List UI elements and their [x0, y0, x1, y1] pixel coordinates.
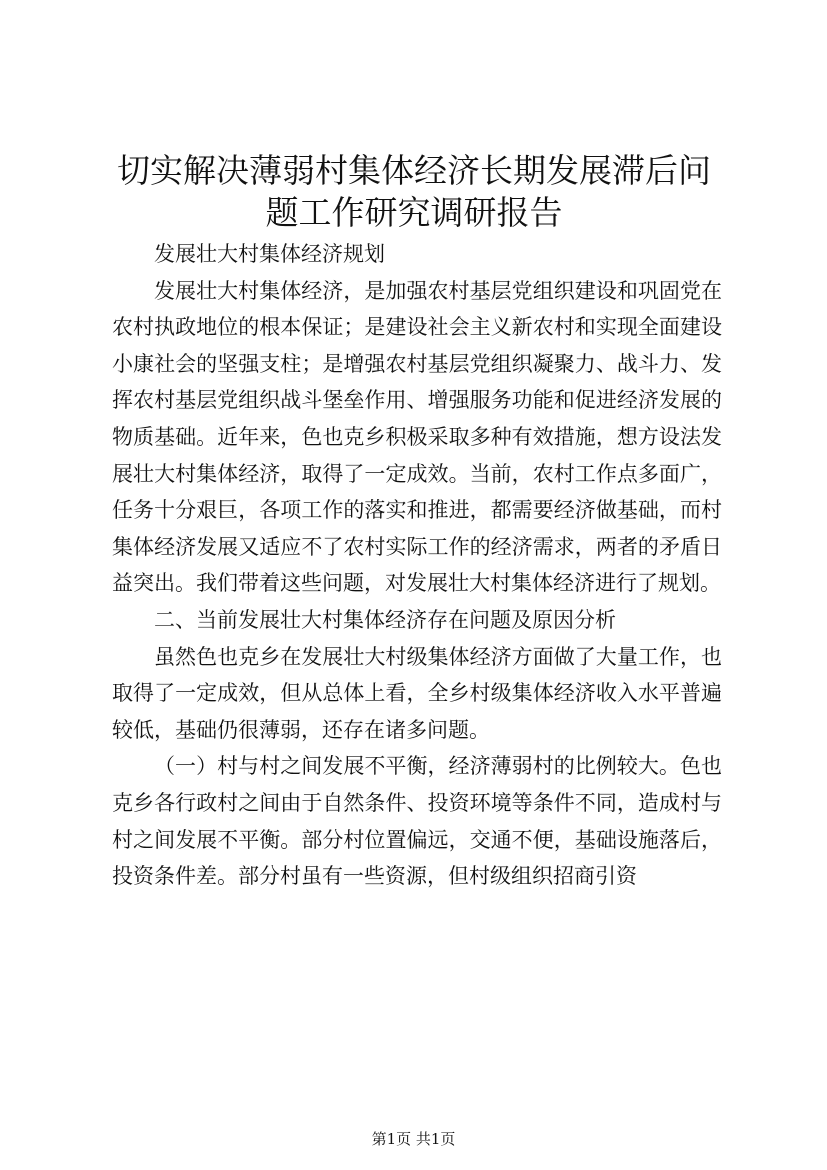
paragraph-point-one: （一）村与村之间发展不平衡，经济薄弱村的比例较大。色也克乡各行政村之间由于自然条件、投资环境等条件不同，造成村与村之间发展不平衡。部分村位置偏远，交通不便，基础设施落后，投资条件差。部分村虽有一些资源，但村级组织招商引资 — [112, 754, 722, 889]
paragraph-heading-plan: 发展壮大村集体经济规划 — [154, 242, 385, 266]
document-title: 切实解决薄弱村集体经济长期发展滞后问题工作研究调研报告 — [117, 151, 711, 232]
paragraph-intro: 发展壮大村集体经济，是加强农村基层党组织建设和巩固党在农村执政地位的根本保证；是建设社会主义新农村和实现全面建设小康社会的坚强支柱；是增强农村基层党组织凝聚力、战斗力、发挥农村基层党组织战斗堡垒作用、增强服务功能和促进经济发展的物质基础。近年来，色也克乡积极采取多种有效措施，想方设法发展壮大村集体经济，取得了一定成效。当前，农村工作点多面广，任务十分艰巨，各项工作的落实和推进，都需要经济做基础，而村集体经济发展又适应不了农村实际工作的经济需求，两者的矛盾日益突出。我们带着这些问题，对发展壮大村集体经济进行了规划。 — [112, 278, 722, 596]
paragraph-overview: 虽然色也克乡在发展壮大村级集体经济方面做了大量工作，也取得了一定成效，但从总体上看，全乡村级集体经济收入水平普遍较低，基础仍很薄弱，还存在诸多问题。 — [112, 644, 722, 742]
document-body — [112, 236, 722, 895]
page-footer: 第1页 共1页 — [371, 1130, 456, 1148]
paragraph-section-heading: 二、当前发展壮大村集体经济存在问题及原因分析 — [154, 607, 616, 632]
